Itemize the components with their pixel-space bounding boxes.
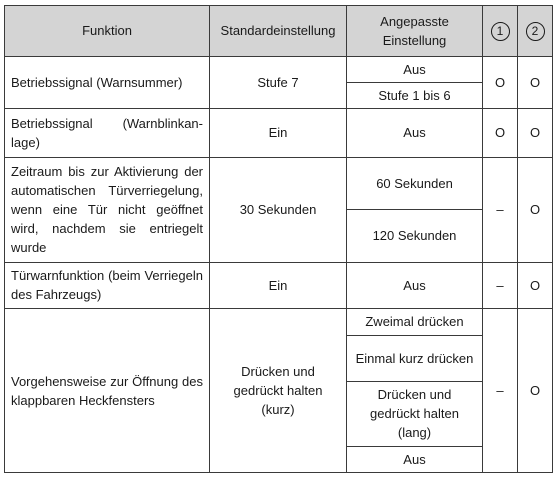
row4-c1: – [483,309,518,473]
row0-option1: Stufe 1 bis 6 [347,82,483,108]
row2-c2: O [518,157,553,262]
row3-funktion: Türwarnfunktion (beim Verriegeln des Fahrzeugs) [5,262,210,308]
row4-funktion: Vorgehensweise zur Öffnung des klappbaren Heckfensters [5,309,210,473]
row4-standard [210,309,347,473]
header-standard: Standardeinstellung [210,6,347,57]
header-funktion: Funktion [5,6,210,57]
row4-option2: Drücken und gedrückt halten (lang) [347,381,483,446]
table-row [5,109,553,158]
row4-option0: Zweimal drücken [347,309,483,335]
header-custom [347,6,483,57]
row4-option3: Aus [347,446,483,472]
row4-standard-line1: Drücken und [241,364,315,380]
row0-c1: O [483,56,518,109]
row3-standard: Ein [210,262,347,308]
header-col1 [483,6,518,57]
header-custom-line2: Einstellung [382,32,447,48]
row3-c2: O [518,262,553,308]
row1-funktion-line1: Betriebssignal (Warnblinkan- [11,115,203,131]
row2-option0: 60 Sekunden [347,157,483,210]
row1-funktion-line2: lage) [11,134,40,150]
row3-c1: – [483,262,518,308]
header-col2 [518,6,553,57]
row2-standard: 30 Sekunden [210,157,347,262]
row1-c2: O [518,109,553,158]
row4-standard-line3: (kurz) [261,402,295,418]
row4-option1: Einmal kurz drücken [347,335,483,381]
row2-option1: 120 Sekunden [347,210,483,263]
table-row [5,262,553,308]
header-custom-line1: Angepasste [380,13,449,29]
row1-standard: Ein [210,109,347,158]
row0-standard: Stufe 7 [210,56,347,109]
row4-standard-line2: gedrückt halten [233,383,323,399]
row1-option0: Aus [347,109,483,158]
row0-funktion: Betriebssignal (Warnsummer) [5,56,210,109]
table-row [5,56,553,82]
row0-c2: O [518,56,553,109]
row4-c2: O [518,309,553,473]
row1-funktion [5,109,210,158]
settings-table [4,5,553,473]
row1-c1: O [483,109,518,158]
circled-two-icon: 2 [526,22,545,41]
table-row [5,309,553,335]
header-row [5,6,553,57]
table-row [5,157,553,210]
circled-one-icon: 1 [491,22,510,41]
row3-option0: Aus [347,262,483,308]
row0-option0: Aus [347,56,483,82]
row2-funktion: Zeitraum bis zur Aktivierung der automatischen Türverriegelung, wenn eine Tür nicht geöffnet wird, nachdem sie entriegelt wurde [5,157,210,262]
row2-c1: – [483,157,518,262]
